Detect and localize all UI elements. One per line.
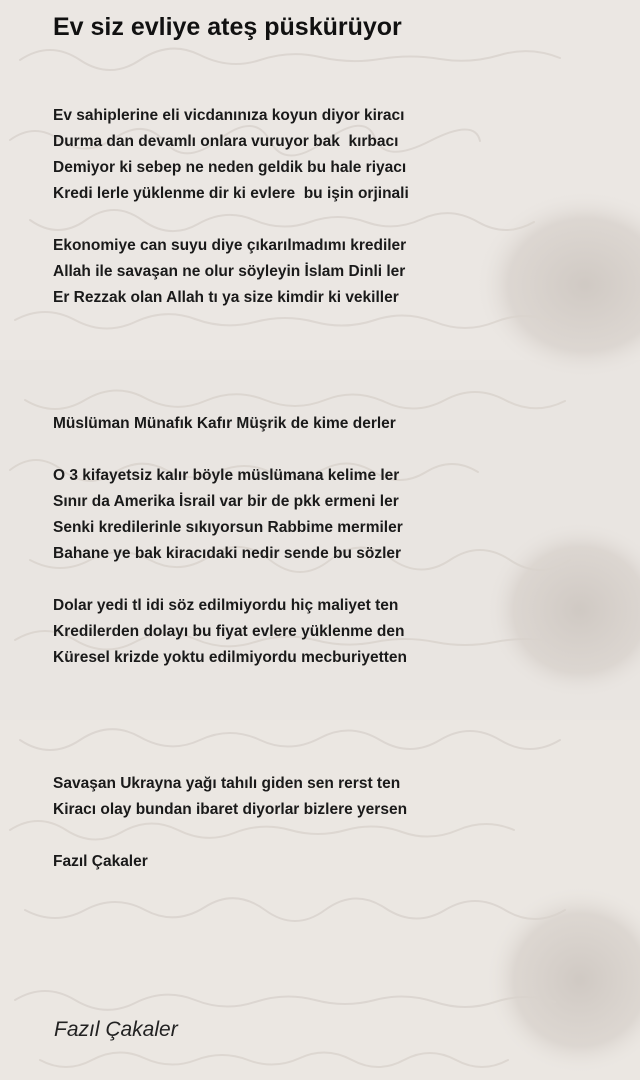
stanza-3 xyxy=(53,411,396,437)
poem-line: Müslüman Münafık Kafır Müşrik de kime derler xyxy=(53,415,396,432)
poem-line: Allah ile savaşan ne olur söyleyin İslam Dinli ler xyxy=(53,263,406,280)
poem-line: Demiyor ki sebep ne neden geldik bu hale riyacı xyxy=(53,159,407,176)
poem-line: Kiracı olay bundan ibaret diyorlar bizlere yersen xyxy=(53,801,408,818)
poem-line: Ekonomiye can suyu diye çıkarılmadımı krediler xyxy=(53,237,407,254)
author-signature: Fazıl Çakaler xyxy=(54,1018,178,1041)
poem-line: Kredilerden dolayı bu fiyat evlere yüklenme den xyxy=(53,623,405,640)
stanza-6 xyxy=(53,771,407,823)
poem-line: Sınır da Amerika İsrail var bir de pkk ermeni ler xyxy=(53,493,399,510)
poem-title: Ev siz evliye ateş püskürüyor xyxy=(53,13,402,41)
ink-blot-decoration xyxy=(475,190,640,1075)
stanza-author xyxy=(53,849,148,875)
poem-line: O 3 kifayetsiz kalır böyle müslümana kelime ler xyxy=(53,467,400,484)
poem-line: Dolar yedi tl idi söz edilmiyordu hiç maliyet ten xyxy=(53,597,399,614)
poem-line: Küresel krizde yoktu edilmiyordu mecburiyetten xyxy=(53,649,408,666)
poem-line: Bahane ye bak kiracıdaki nedir sende bu sözler xyxy=(53,545,402,562)
poem-line: Er Rezzak olan Allah tı ya size kimdir ki vekiller xyxy=(53,289,399,306)
stanza-1 xyxy=(53,103,409,207)
stanza-5 xyxy=(53,593,407,671)
stanza-4 xyxy=(53,463,403,567)
poem-line: Ev sahiplerine eli vicdanınıza koyun diyor kiracı xyxy=(53,107,405,124)
stanza-2 xyxy=(53,233,406,311)
poem-author-line: Fazıl Çakaler xyxy=(53,853,148,870)
poem-line: Kredi lerle yüklenme dir ki evlere bu işin orjinali xyxy=(53,185,409,202)
poem-line: Durma dan devamlı onlara vuruyor bak kırbacı xyxy=(53,133,399,150)
poem-line: Savaşan Ukrayna yağı tahılı giden sen rerst ten xyxy=(53,775,401,792)
poem-line: Senki kredilerinle sıkıyorsun Rabbime mermiler xyxy=(53,519,403,536)
